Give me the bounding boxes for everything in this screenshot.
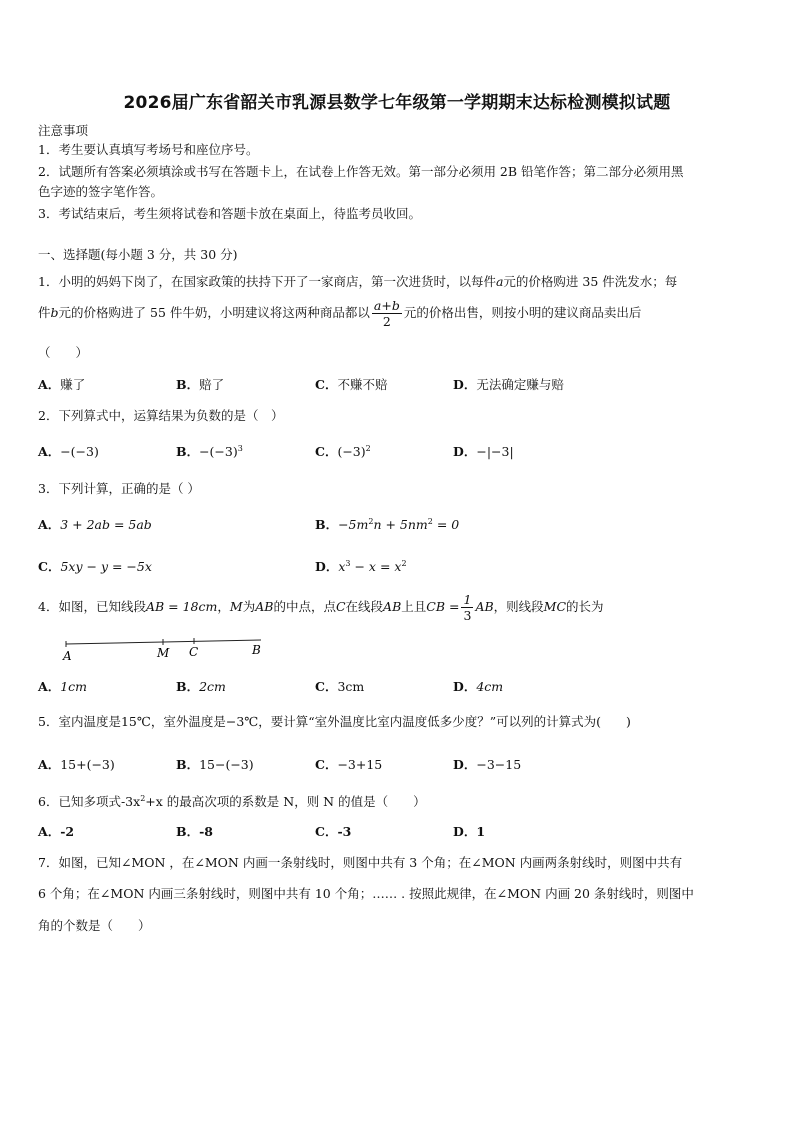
q1-option-c (315, 375, 387, 393)
q2-option-d (453, 442, 514, 460)
q3-option-a (38, 515, 152, 533)
label-c: C (189, 645, 199, 659)
option-label: B． (176, 757, 200, 772)
option-label: B． (315, 517, 339, 532)
q5-temp-out: −3℃ (225, 714, 259, 729)
q4-segment-figure (56, 636, 276, 666)
q1-answer-paren: （ ） (38, 345, 89, 360)
q4-text: 的长为 (566, 599, 604, 614)
option-text: -2 (60, 824, 75, 839)
q4-text: 在线段 (345, 599, 384, 614)
option-label: C． (315, 444, 338, 459)
option-label: B． (176, 444, 200, 459)
notice-item-1: 1．考生要认真填写考场号和座位序号。 (38, 142, 259, 157)
q1-frac-num: a+b (373, 298, 400, 313)
label-b: B (252, 643, 261, 657)
q6-option-b (176, 822, 213, 840)
q3-option-b (315, 515, 459, 533)
exponent: 2 (368, 516, 374, 526)
option-label: B． (176, 679, 200, 694)
option-expr: 5xy − y = −5x (60, 559, 152, 574)
q6-text: +x 的最高次项的系数是 N，则 N 的值是（ ） (145, 794, 426, 809)
q4-text: ，则线段 (493, 599, 544, 614)
option-text: −3+15 (337, 757, 383, 772)
q1-text-4: 元的价格购进了 55 件牛奶，小明建议将这两种商品都以 (58, 305, 370, 320)
option-label: C． (315, 824, 338, 839)
q5-text: ，室外温度是 (150, 714, 226, 729)
q1-text-5: 元的价格出售，则按小明的建议商品卖出后 (403, 305, 642, 320)
option-label: D． (453, 377, 477, 392)
option-label: B． (176, 377, 200, 392)
q5-option-c (315, 755, 382, 773)
q4-math: AB = 18cm (145, 599, 218, 614)
exponent: 2 (365, 443, 371, 453)
option-label: A． (38, 444, 61, 459)
option-label: C． (38, 559, 61, 574)
exponent: 3 (237, 443, 243, 453)
option-expr: = 0 (432, 517, 460, 532)
q5-temp-in: 15℃ (120, 714, 151, 729)
option-expr: (−3) (337, 444, 366, 459)
notice-heading: 注意事项 (38, 123, 89, 138)
q5-option-d (453, 755, 521, 773)
q1-option-d (453, 375, 564, 393)
q5-option-b (176, 755, 254, 773)
option-label: A． (38, 517, 61, 532)
option-text: 2cm (199, 679, 226, 694)
q6-option-d (453, 822, 485, 840)
q4-option-c (315, 677, 364, 695)
q4-stem (38, 592, 604, 623)
q1-option-b (176, 375, 224, 393)
q4-text: ， (217, 599, 230, 614)
q6-option-a (38, 822, 74, 840)
option-expr: −(−3) (199, 444, 238, 459)
option-label: C． (315, 377, 338, 392)
q6-stem (38, 792, 426, 810)
label-a: A (63, 649, 72, 663)
q3-option-c (38, 557, 152, 575)
q4-math: AB (475, 599, 494, 614)
q1-frac-den: 2 (382, 314, 391, 329)
q4-option-a (38, 677, 87, 695)
q1-text-1: 1．小明的妈妈下岗了，在国家政策的扶持下开了一家商店，第一次进货时，以每件 (38, 274, 496, 289)
option-expr: −5m (338, 517, 369, 532)
option-text: −3−15 (476, 757, 522, 772)
option-label: D． (453, 757, 477, 772)
option-text: 赔了 (199, 377, 225, 392)
option-text: 1 (476, 824, 486, 839)
q1-var-b: b (50, 305, 59, 320)
q4-text: 的中点，点 (273, 599, 336, 614)
q4-math: C (335, 599, 346, 614)
option-label: D． (453, 824, 477, 839)
option-label: A． (38, 377, 61, 392)
q7-line-3: 角的个数是（ ） (38, 918, 151, 933)
option-text: 1cm (60, 679, 88, 694)
q4-option-b (176, 677, 226, 695)
q4-option-d (453, 677, 503, 695)
option-expr: − x = x (350, 559, 402, 574)
q1-text-2: 元的价格购进 35 件洗发水；每 (503, 274, 678, 289)
q5-text: ，要计算“室外温度比室内温度低多少度？”可以列的计算式为( ) (258, 714, 631, 729)
q4-math: MC (543, 599, 567, 614)
option-text: 无法确定赚与赔 (476, 377, 564, 392)
notice-item-2: 2．试题所有答案必须填涂或书写在答题卡上，在试卷上作答无效。第一部分必须用 2B 铅笔作答；第二部分必须用黑 (38, 164, 684, 179)
option-label: C． (315, 757, 338, 772)
q2-option-c (315, 442, 371, 460)
option-label: D． (315, 559, 339, 574)
q7-line-1: 7．如图，已知∠MON ，在∠MON 内画一条射线时，则图中共有 3 个角；在∠MON 内画两条射线时，则图中共有 (38, 855, 683, 870)
option-text: 不赚不赔 (337, 377, 388, 392)
q1-fraction (372, 298, 402, 329)
q4-text: 上且 (401, 599, 427, 614)
option-label: D． (453, 679, 477, 694)
q4-math: AB (383, 599, 402, 614)
label-m: M (157, 646, 170, 660)
q7-line-2: 6 个角；在∠MON 内画三条射线时，则图中共有 10 个角；…… . 按照此规律，在∠MON 内画 20 条射线时，则图中 (38, 886, 694, 901)
option-label: C． (315, 679, 338, 694)
option-label: B． (176, 824, 200, 839)
option-label: A． (38, 757, 61, 772)
q5-option-a (38, 755, 115, 773)
exam-title: 2026届广东省韶关市乳源县数学七年级第一学期期末达标检测模拟试题 (123, 93, 671, 113)
q6-option-c (315, 822, 351, 840)
exponent: 2 (140, 793, 146, 803)
exponent: 2 (401, 558, 407, 568)
exponent: 3 (345, 558, 351, 568)
option-text: 赚了 (60, 377, 86, 392)
option-label: A． (38, 679, 61, 694)
section-heading: 一、选择题(每小题 3 分，共 30 分) (38, 247, 238, 262)
option-expr: n + 5nm (373, 517, 428, 532)
q1-option-a (38, 375, 85, 393)
option-text: 4cm (476, 679, 504, 694)
q1-line-1 (38, 272, 677, 290)
q4-math: AB (255, 599, 274, 614)
exponent: 2 (427, 516, 433, 526)
notice-item-3: 3．考试结束后，考生须将试卷和答题卡放在桌面上，待监考员收回。 (38, 206, 421, 221)
option-label: D． (453, 444, 477, 459)
option-text: -8 (199, 824, 213, 839)
q4-fraction (461, 592, 473, 623)
q4-math: CB = (426, 599, 460, 614)
q3-option-d (315, 557, 407, 575)
q2-option-b (176, 442, 243, 460)
option-expr: −(−3) (60, 444, 99, 459)
q1-text-3: 件 (38, 305, 51, 320)
q5-text: 5．室内温度是 (38, 714, 121, 729)
q4-frac-den: 3 (463, 608, 472, 623)
q3-stem: 3．下列计算，正确的是（ ） (38, 481, 200, 496)
option-label: A． (38, 824, 61, 839)
option-text: -3 (337, 824, 352, 839)
q2-option-a (38, 442, 99, 460)
q5-stem (38, 712, 631, 730)
q4-frac-num: 1 (463, 592, 472, 607)
q1-line-2 (38, 298, 641, 329)
option-expr: −|−3| (476, 444, 514, 459)
option-text: 15+(−3) (60, 757, 115, 772)
q2-stem: 2．下列算式中，运算结果为负数的是（ ） (38, 408, 284, 423)
q1-var-a: a (495, 274, 504, 289)
option-text: 15−(−3) (199, 757, 254, 772)
notice-item-2-cont: 色字迹的签字笔作答。 (38, 184, 164, 199)
q4-math: M (229, 599, 243, 614)
option-expr: x (338, 559, 346, 574)
q4-text: 为 (242, 599, 256, 614)
q4-text: 4．如图，已知线段 (38, 599, 146, 614)
q6-text: 6．已知多项式-3x (38, 794, 141, 809)
option-expr: 3 + 2ab = 5ab (60, 517, 152, 532)
option-text: 3cm (337, 679, 365, 694)
